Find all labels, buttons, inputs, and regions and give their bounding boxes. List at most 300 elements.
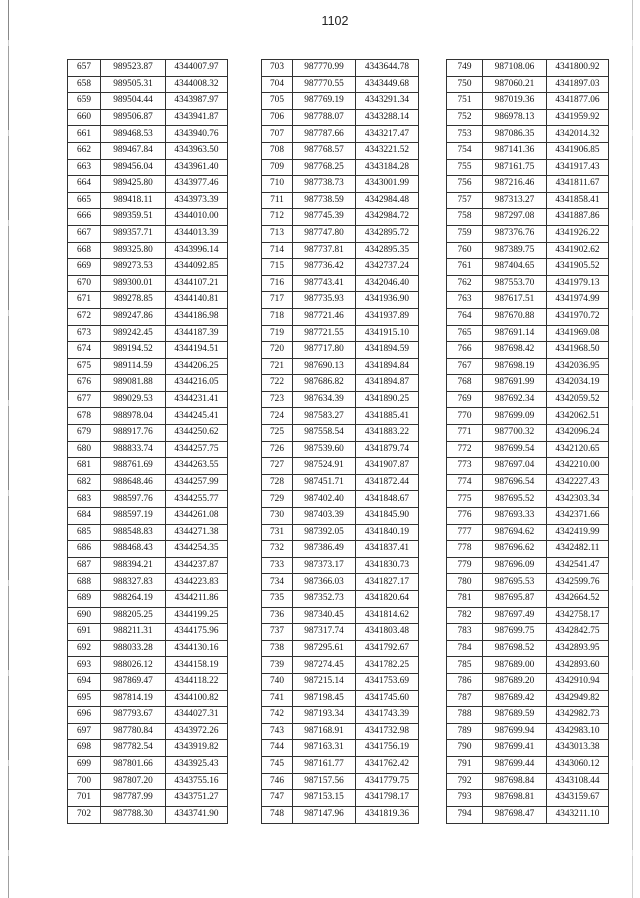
point-number-cell: 678	[68, 408, 101, 425]
point-number-cell: 661	[68, 126, 101, 143]
point-number-cell: 692	[68, 640, 101, 657]
table-row	[262, 308, 419, 325]
x-coordinate-cell: 987696.54	[483, 474, 547, 491]
table-row	[262, 142, 419, 159]
x-coordinate-cell: 987163.31	[293, 740, 356, 757]
table-row	[447, 756, 609, 773]
x-coordinate-cell: 987691.99	[483, 375, 547, 392]
table-row	[262, 740, 419, 757]
point-number-cell: 669	[68, 259, 101, 276]
point-number-cell: 690	[68, 607, 101, 624]
table-row	[262, 690, 419, 707]
y-coordinate-cell: 4343644.78	[356, 60, 419, 77]
table-row	[68, 225, 228, 242]
table-row	[68, 591, 228, 608]
x-coordinate-cell: 987696.62	[483, 541, 547, 558]
x-coordinate-cell: 987737.81	[293, 242, 356, 259]
x-coordinate-cell: 987108.06	[483, 60, 547, 77]
point-number-cell: 788	[447, 707, 483, 724]
point-number-cell: 709	[262, 159, 293, 176]
point-number-cell: 693	[68, 657, 101, 674]
table-row	[447, 574, 609, 591]
y-coordinate-cell: 4343961.40	[166, 159, 228, 176]
point-number-cell: 679	[68, 425, 101, 442]
table-row	[68, 491, 228, 508]
y-coordinate-cell: 4343755.16	[166, 773, 228, 790]
table-row	[262, 441, 419, 458]
x-coordinate-cell: 988264.19	[101, 591, 166, 608]
x-coordinate-cell: 989081.88	[101, 375, 166, 392]
point-number-cell: 699	[68, 756, 101, 773]
x-coordinate-cell: 987694.62	[483, 524, 547, 541]
point-number-cell: 666	[68, 209, 101, 226]
table-row	[262, 557, 419, 574]
y-coordinate-cell: 4343919.82	[166, 740, 228, 757]
y-coordinate-cell: 4341926.22	[547, 225, 609, 242]
x-coordinate-cell: 988833.74	[101, 441, 166, 458]
point-number-cell: 713	[262, 225, 293, 242]
point-number-cell: 658	[68, 76, 101, 93]
point-number-cell: 671	[68, 292, 101, 309]
y-coordinate-cell: 4344175.96	[166, 624, 228, 641]
point-number-cell: 676	[68, 375, 101, 392]
x-coordinate-cell: 987695.53	[483, 574, 547, 591]
point-number-cell: 715	[262, 259, 293, 276]
y-coordinate-cell: 4342046.40	[356, 275, 419, 292]
x-coordinate-cell: 987558.54	[293, 425, 356, 442]
y-coordinate-cell: 4343977.46	[166, 176, 228, 193]
point-number-cell: 761	[447, 259, 483, 276]
y-coordinate-cell: 4343925.43	[166, 756, 228, 773]
x-coordinate-cell: 987689.42	[483, 690, 547, 707]
table-row	[262, 192, 419, 209]
x-coordinate-cell: 988597.19	[101, 508, 166, 525]
x-coordinate-cell: 987697.04	[483, 458, 547, 475]
point-number-cell: 722	[262, 375, 293, 392]
x-coordinate-cell: 987161.77	[293, 756, 356, 773]
y-coordinate-cell: 4343973.39	[166, 192, 228, 209]
point-number-cell: 701	[68, 790, 101, 807]
point-number-cell: 718	[262, 308, 293, 325]
table-row	[447, 673, 609, 690]
table-row	[447, 76, 609, 93]
point-number-cell: 682	[68, 474, 101, 491]
table-row	[447, 375, 609, 392]
y-coordinate-cell: 4342059.52	[547, 391, 609, 408]
point-number-cell: 748	[262, 806, 293, 823]
point-number-cell: 677	[68, 391, 101, 408]
table-row	[68, 458, 228, 475]
table-row	[447, 259, 609, 276]
point-number-cell: 732	[262, 541, 293, 558]
x-coordinate-cell: 987736.42	[293, 259, 356, 276]
y-coordinate-cell: 4344107.21	[166, 275, 228, 292]
x-coordinate-cell: 988597.76	[101, 491, 166, 508]
table-row	[68, 76, 228, 93]
x-coordinate-cell: 987373.17	[293, 557, 356, 574]
x-coordinate-cell: 989325.80	[101, 242, 166, 259]
y-coordinate-cell: 4342895.35	[356, 242, 419, 259]
table-row	[447, 740, 609, 757]
point-number-cell: 785	[447, 657, 483, 674]
y-coordinate-cell: 4343211.10	[547, 806, 609, 823]
table-row	[447, 541, 609, 558]
point-number-cell: 758	[447, 209, 483, 226]
table-row	[68, 524, 228, 541]
y-coordinate-cell: 4341845.90	[356, 508, 419, 525]
y-coordinate-cell: 4341840.19	[356, 524, 419, 541]
point-number-cell: 791	[447, 756, 483, 773]
x-coordinate-cell: 989504.44	[101, 93, 166, 110]
table-row	[447, 342, 609, 359]
table-row	[447, 308, 609, 325]
point-number-cell: 772	[447, 441, 483, 458]
x-coordinate-cell: 987376.76	[483, 225, 547, 242]
point-number-cell: 783	[447, 624, 483, 641]
point-number-cell: 674	[68, 342, 101, 359]
point-number-cell: 733	[262, 557, 293, 574]
point-number-cell: 765	[447, 325, 483, 342]
table-row	[262, 591, 419, 608]
y-coordinate-cell: 4343108.44	[547, 773, 609, 790]
table-row	[447, 142, 609, 159]
table-row	[68, 673, 228, 690]
table-row	[68, 292, 228, 309]
table-row	[447, 524, 609, 541]
x-coordinate-cell: 987691.14	[483, 325, 547, 342]
table-row	[447, 773, 609, 790]
x-coordinate-cell: 987695.87	[483, 591, 547, 608]
point-number-cell: 730	[262, 508, 293, 525]
y-coordinate-cell: 4341917.43	[547, 159, 609, 176]
x-coordinate-cell: 987402.40	[293, 491, 356, 508]
point-number-cell: 720	[262, 342, 293, 359]
table-row	[68, 358, 228, 375]
y-coordinate-cell: 4343221.52	[356, 142, 419, 159]
y-coordinate-cell: 4344237.87	[166, 557, 228, 574]
x-coordinate-cell: 987451.71	[293, 474, 356, 491]
point-number-cell: 750	[447, 76, 483, 93]
x-coordinate-cell: 987787.66	[293, 126, 356, 143]
table-row	[262, 773, 419, 790]
y-coordinate-cell: 4344194.51	[166, 342, 228, 359]
point-number-cell: 728	[262, 474, 293, 491]
x-coordinate-cell: 988468.43	[101, 541, 166, 558]
y-coordinate-cell: 4344231.41	[166, 391, 228, 408]
x-coordinate-cell: 987198.45	[293, 690, 356, 707]
y-coordinate-cell: 4341848.67	[356, 491, 419, 508]
y-coordinate-cell: 4342599.76	[547, 574, 609, 591]
y-coordinate-cell: 4344257.99	[166, 474, 228, 491]
x-coordinate-cell: 987788.07	[293, 109, 356, 126]
table-row	[447, 441, 609, 458]
x-coordinate-cell: 987807.20	[101, 773, 166, 790]
point-number-cell: 752	[447, 109, 483, 126]
table-row	[262, 541, 419, 558]
point-number-cell: 738	[262, 640, 293, 657]
point-number-cell: 689	[68, 591, 101, 608]
y-coordinate-cell: 4343449.68	[356, 76, 419, 93]
y-coordinate-cell: 4343159.67	[547, 790, 609, 807]
table-row	[262, 790, 419, 807]
point-number-cell: 790	[447, 740, 483, 757]
x-coordinate-cell: 987060.21	[483, 76, 547, 93]
table-row	[262, 607, 419, 624]
x-coordinate-cell: 987161.75	[483, 159, 547, 176]
point-number-cell: 714	[262, 242, 293, 259]
y-coordinate-cell: 4342062.51	[547, 408, 609, 425]
y-coordinate-cell: 4344027.31	[166, 707, 228, 724]
y-coordinate-cell: 4344008.32	[166, 76, 228, 93]
x-coordinate-cell: 987295.61	[293, 640, 356, 657]
y-coordinate-cell: 4344223.83	[166, 574, 228, 591]
table-row	[68, 275, 228, 292]
point-number-cell: 665	[68, 192, 101, 209]
x-coordinate-cell: 987780.84	[101, 723, 166, 740]
y-coordinate-cell: 4343972.26	[166, 723, 228, 740]
point-number-cell: 657	[68, 60, 101, 77]
y-coordinate-cell: 4341885.41	[356, 408, 419, 425]
y-coordinate-cell: 4344254.35	[166, 541, 228, 558]
x-coordinate-cell: 987617.51	[483, 292, 547, 309]
x-coordinate-cell: 988394.21	[101, 557, 166, 574]
y-coordinate-cell: 4341762.42	[356, 756, 419, 773]
point-number-cell: 681	[68, 458, 101, 475]
y-coordinate-cell: 4341937.89	[356, 308, 419, 325]
x-coordinate-cell: 987403.39	[293, 508, 356, 525]
point-number-cell: 779	[447, 557, 483, 574]
point-number-cell: 687	[68, 557, 101, 574]
y-coordinate-cell: 4343013.38	[547, 740, 609, 757]
x-coordinate-cell: 987689.00	[483, 657, 547, 674]
y-coordinate-cell: 4341979.13	[547, 275, 609, 292]
x-coordinate-cell: 987524.91	[293, 458, 356, 475]
y-coordinate-cell: 4341915.10	[356, 325, 419, 342]
point-number-cell: 740	[262, 673, 293, 690]
y-coordinate-cell: 4341732.98	[356, 723, 419, 740]
point-number-cell: 742	[262, 707, 293, 724]
table-row	[262, 259, 419, 276]
y-coordinate-cell: 4342737.24	[356, 259, 419, 276]
point-number-cell: 696	[68, 707, 101, 724]
table-row	[262, 275, 419, 292]
table-row	[262, 292, 419, 309]
x-coordinate-cell: 987769.19	[293, 93, 356, 110]
point-number-cell: 695	[68, 690, 101, 707]
x-coordinate-cell: 987745.39	[293, 209, 356, 226]
x-coordinate-cell: 987699.75	[483, 624, 547, 641]
table-row	[447, 591, 609, 608]
x-coordinate-cell: 987168.91	[293, 723, 356, 740]
point-number-cell: 708	[262, 142, 293, 159]
y-coordinate-cell: 4342096.24	[547, 425, 609, 442]
point-number-cell: 744	[262, 740, 293, 757]
y-coordinate-cell: 4344271.38	[166, 524, 228, 541]
y-coordinate-cell: 4344007.97	[166, 60, 228, 77]
point-number-cell: 770	[447, 408, 483, 425]
x-coordinate-cell: 989468.53	[101, 126, 166, 143]
y-coordinate-cell: 4341959.92	[547, 109, 609, 126]
table-row	[447, 391, 609, 408]
table-row	[68, 176, 228, 193]
x-coordinate-cell: 987313.27	[483, 192, 547, 209]
table-row	[68, 192, 228, 209]
table-row	[262, 225, 419, 242]
y-coordinate-cell: 4344206.25	[166, 358, 228, 375]
table-row	[68, 308, 228, 325]
point-number-cell: 707	[262, 126, 293, 143]
point-number-cell: 763	[447, 292, 483, 309]
point-number-cell: 670	[68, 275, 101, 292]
y-coordinate-cell: 4343987.97	[166, 93, 228, 110]
table-row	[68, 425, 228, 442]
x-coordinate-cell: 987352.73	[293, 591, 356, 608]
x-coordinate-cell: 987690.13	[293, 358, 356, 375]
y-coordinate-cell: 4344263.55	[166, 458, 228, 475]
table-row	[447, 458, 609, 475]
table-row	[447, 474, 609, 491]
table-row	[447, 557, 609, 574]
y-coordinate-cell: 4341827.17	[356, 574, 419, 591]
y-coordinate-cell: 4343741.90	[166, 806, 228, 823]
table-row	[447, 325, 609, 342]
x-coordinate-cell: 989278.85	[101, 292, 166, 309]
y-coordinate-cell: 4344186.98	[166, 308, 228, 325]
y-coordinate-cell: 4343184.28	[356, 159, 419, 176]
point-number-cell: 719	[262, 325, 293, 342]
table-row	[447, 292, 609, 309]
table-row	[68, 109, 228, 126]
x-coordinate-cell: 988327.83	[101, 574, 166, 591]
table-row	[262, 508, 419, 525]
point-number-cell: 703	[262, 60, 293, 77]
table-row	[447, 225, 609, 242]
x-coordinate-cell: 987814.19	[101, 690, 166, 707]
table-row	[68, 557, 228, 574]
table-row	[262, 76, 419, 93]
y-coordinate-cell: 4342842.75	[547, 624, 609, 641]
x-coordinate-cell: 987553.70	[483, 275, 547, 292]
table-row	[447, 690, 609, 707]
x-coordinate-cell: 987157.56	[293, 773, 356, 790]
y-coordinate-cell: 4344257.75	[166, 441, 228, 458]
table-row	[68, 607, 228, 624]
point-number-cell: 727	[262, 458, 293, 475]
x-coordinate-cell: 987696.09	[483, 557, 547, 574]
table-row	[262, 707, 419, 724]
y-coordinate-cell: 4342910.94	[547, 673, 609, 690]
point-number-cell: 773	[447, 458, 483, 475]
y-coordinate-cell: 4342303.34	[547, 491, 609, 508]
point-number-cell: 793	[447, 790, 483, 807]
x-coordinate-cell: 987698.81	[483, 790, 547, 807]
coord-table-3	[446, 59, 609, 824]
y-coordinate-cell: 4341872.44	[356, 474, 419, 491]
table-row	[447, 209, 609, 226]
x-coordinate-cell: 987699.94	[483, 723, 547, 740]
x-coordinate-cell: 987699.09	[483, 408, 547, 425]
y-coordinate-cell: 4343996.14	[166, 242, 228, 259]
point-number-cell: 697	[68, 723, 101, 740]
x-coordinate-cell: 987583.27	[293, 408, 356, 425]
point-number-cell: 702	[68, 806, 101, 823]
y-coordinate-cell: 4341782.25	[356, 657, 419, 674]
x-coordinate-cell: 987698.42	[483, 342, 547, 359]
point-number-cell: 746	[262, 773, 293, 790]
coord-table-2	[261, 59, 419, 824]
table-row	[68, 142, 228, 159]
x-coordinate-cell: 989506.87	[101, 109, 166, 126]
point-number-cell: 712	[262, 209, 293, 226]
table-row	[262, 574, 419, 591]
point-number-cell: 754	[447, 142, 483, 159]
table-row	[262, 474, 419, 491]
x-coordinate-cell: 987747.80	[293, 225, 356, 242]
table-row	[68, 325, 228, 342]
point-number-cell: 698	[68, 740, 101, 757]
x-coordinate-cell: 987340.45	[293, 607, 356, 624]
table-row	[262, 325, 419, 342]
table-row	[68, 508, 228, 525]
y-coordinate-cell: 4341792.67	[356, 640, 419, 657]
table-row	[447, 624, 609, 641]
point-number-cell: 726	[262, 441, 293, 458]
y-coordinate-cell: 4341970.72	[547, 308, 609, 325]
scan-edge-left	[8, 0, 9, 898]
y-coordinate-cell: 4341798.17	[356, 790, 419, 807]
x-coordinate-cell: 987699.44	[483, 756, 547, 773]
table-row	[262, 60, 419, 77]
point-number-cell: 739	[262, 657, 293, 674]
point-number-cell: 673	[68, 325, 101, 342]
y-coordinate-cell: 4344140.81	[166, 292, 228, 309]
point-number-cell: 776	[447, 508, 483, 525]
point-number-cell: 762	[447, 275, 483, 292]
table-row	[262, 342, 419, 359]
coord-table-1-body	[68, 60, 228, 824]
table-row	[68, 259, 228, 276]
y-coordinate-cell: 4341907.87	[356, 458, 419, 475]
x-coordinate-cell: 987738.73	[293, 176, 356, 193]
y-coordinate-cell: 4342984.48	[356, 192, 419, 209]
y-coordinate-cell: 4341897.03	[547, 76, 609, 93]
y-coordinate-cell: 4342758.17	[547, 607, 609, 624]
table-row	[262, 176, 419, 193]
point-number-cell: 725	[262, 425, 293, 442]
x-coordinate-cell: 987317.74	[293, 624, 356, 641]
table-row	[447, 159, 609, 176]
x-coordinate-cell: 987670.88	[483, 308, 547, 325]
y-coordinate-cell: 4343940.76	[166, 126, 228, 143]
x-coordinate-cell: 987738.59	[293, 192, 356, 209]
table-row	[447, 176, 609, 193]
y-coordinate-cell: 4342482.11	[547, 541, 609, 558]
table-row	[447, 707, 609, 724]
point-number-cell: 768	[447, 375, 483, 392]
y-coordinate-cell: 4344255.77	[166, 491, 228, 508]
point-number-cell: 667	[68, 225, 101, 242]
x-coordinate-cell: 987147.96	[293, 806, 356, 823]
x-coordinate-cell: 987216.46	[483, 176, 547, 193]
x-coordinate-cell: 987389.75	[483, 242, 547, 259]
table-row	[68, 773, 228, 790]
y-coordinate-cell: 4344245.41	[166, 408, 228, 425]
y-coordinate-cell: 4343001.99	[356, 176, 419, 193]
point-number-cell: 663	[68, 159, 101, 176]
x-coordinate-cell: 987215.14	[293, 673, 356, 690]
y-coordinate-cell: 4344130.16	[166, 640, 228, 657]
point-number-cell: 660	[68, 109, 101, 126]
